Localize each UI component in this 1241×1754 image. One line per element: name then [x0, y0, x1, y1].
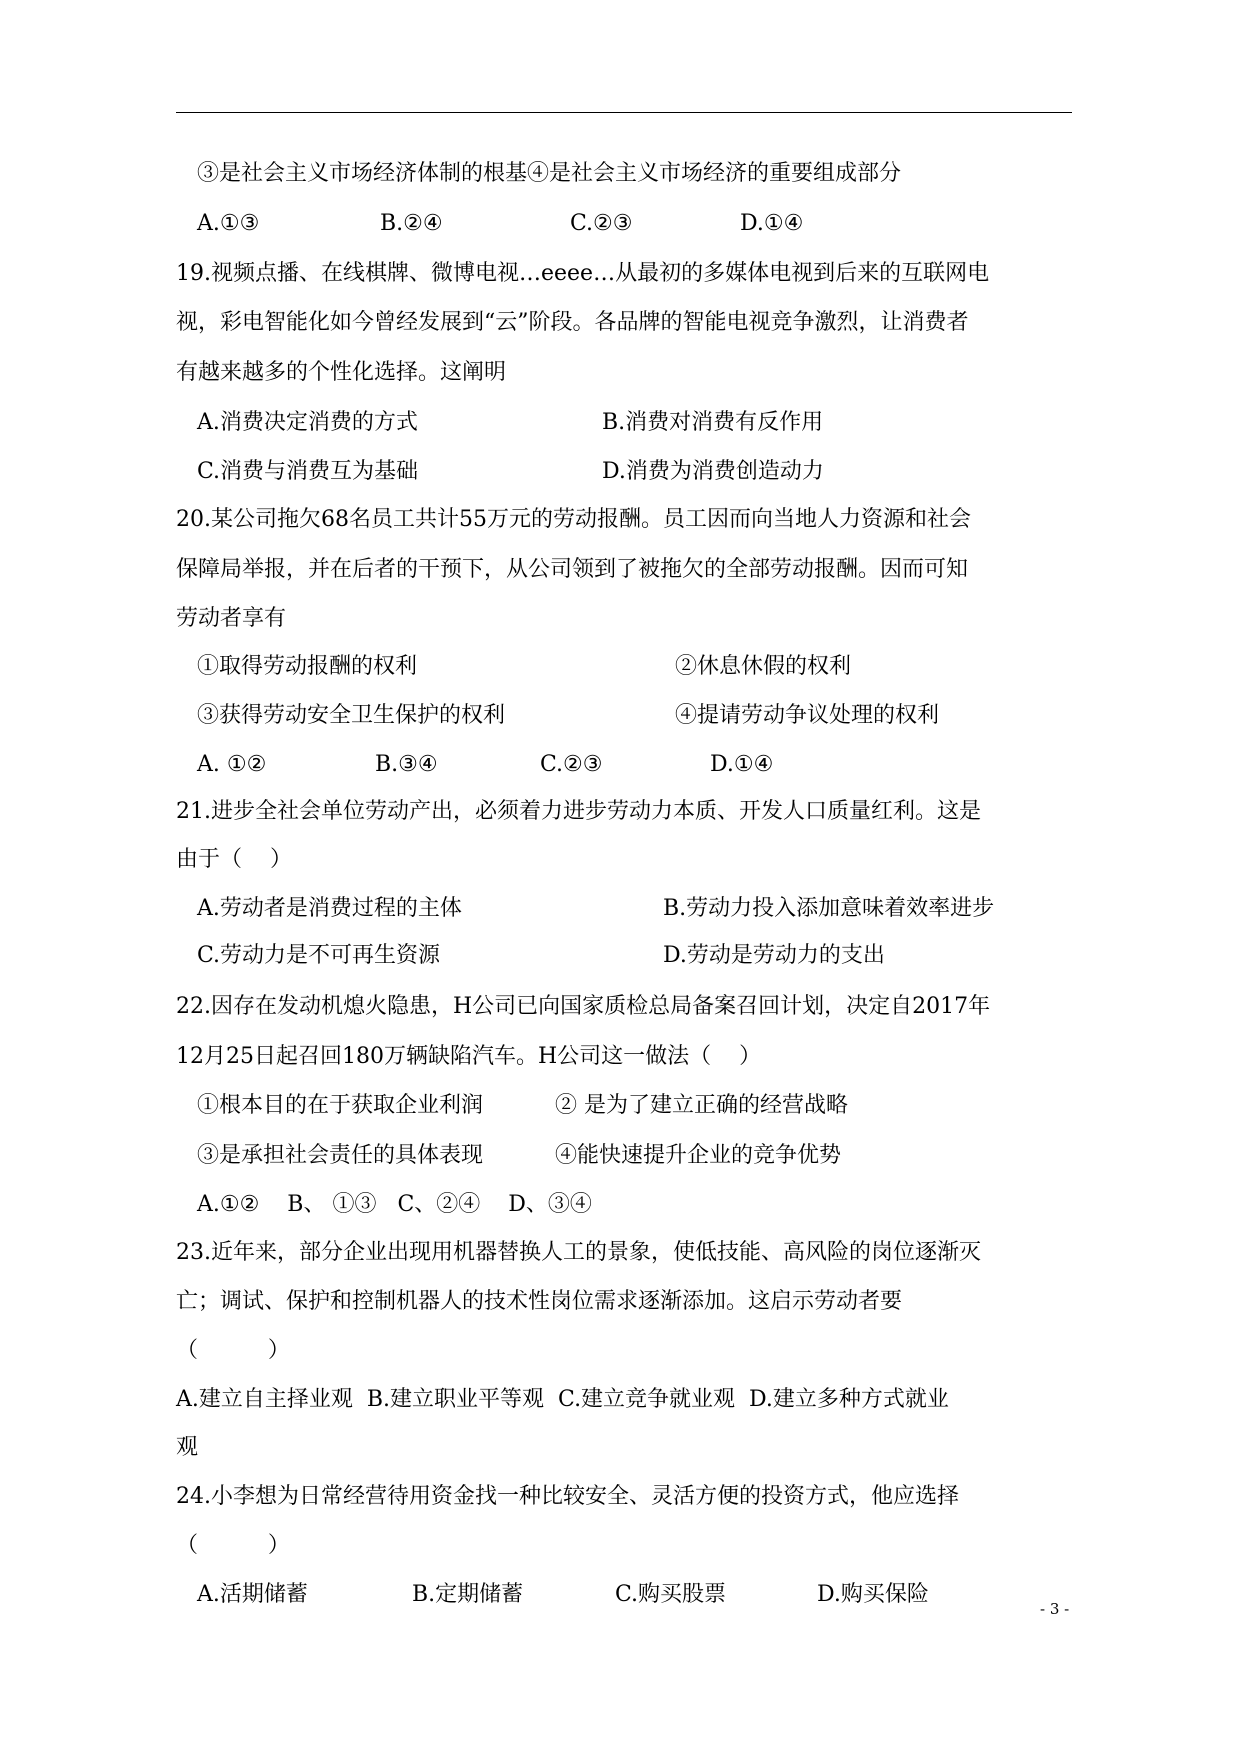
q18-option-c: C.②③	[570, 211, 633, 236]
q18-line-1: ③是社会主义市场经济体制的根基④是社会主义市场经济的重要组成部分	[197, 161, 902, 186]
q20-item-2: ②休息休假的权利	[675, 654, 852, 679]
q24-line-1: 24.小李想为日常经营待用资金找一种比较安全、灵活方便的投资方式，他应选择	[176, 1484, 959, 1509]
q18-option-a: A.①③	[197, 211, 260, 236]
q20-line-3: 劳动者享有	[176, 606, 287, 631]
q20-line-1: 20.某公司拖欠68名员工共计55万元的劳动报酬。员工因而向当地人力资源和社会	[176, 507, 971, 532]
q21-option-a: A.劳动者是消费过程的主体	[197, 896, 462, 921]
q21-line-1: 21.进步全社会单位劳动产出，必须着力进步劳动力本质、开发人口质量红利。这是	[176, 799, 981, 824]
q21-line-2: 由于（ ）	[176, 847, 292, 872]
q19-option-d: D.消费为消费创造动力	[602, 459, 824, 484]
q19-option-b: B.消费对消费有反作用	[602, 410, 824, 435]
q19-line-1: 19.视频点播、在线棋牌、微博电视…eeee…从最初的多媒体电视到后来的互联网电	[176, 261, 990, 286]
header-rule	[176, 112, 1072, 113]
q18-option-b: B.②④	[380, 211, 443, 236]
q19-option-c: C.消费与消费互为基础	[197, 459, 419, 484]
q23-line-5: 观	[176, 1435, 199, 1460]
q24-option-a: A.活期储蓄	[197, 1582, 308, 1607]
q22-line-2: 12月25日起召回180万辆缺陷汽车。H公司这一做法（ ）	[176, 1044, 762, 1069]
q18-option-d: D.①④	[740, 211, 804, 236]
q22-item-2: ② 是为了建立正确的经营战略	[555, 1093, 848, 1118]
q23-line-1: 23.近年来，部分企业出现用机器替换人工的景象，使低技能、高风险的岗位逐渐灭	[176, 1240, 981, 1265]
q20-item-4: ④提请劳动争议处理的权利	[675, 703, 940, 728]
q24-option-d: D.购买保险	[817, 1582, 929, 1607]
q20-option-d: D.①④	[710, 752, 774, 777]
q19-line-3: 有越来越多的个性化选择。这阐明	[176, 360, 507, 385]
q22-options: A.①② B、 ①③ C、②④ D、③④	[197, 1192, 592, 1217]
q21-option-d: D.劳动是劳动力的支出	[663, 943, 885, 968]
q22-line-1: 22.因存在发动机熄火隐患，H公司已向国家质检总局备案召回计划，决定自2017年	[176, 994, 991, 1019]
q20-option-a: A. ①②	[197, 752, 267, 777]
q22-item-1: ①根本目的在于获取企业利润	[197, 1093, 484, 1118]
q23-options: A.建立自主择业观 B.建立职业平等观 C.建立竞争就业观 D.建立多种方式就业	[176, 1387, 949, 1412]
q19-option-a: A.消费决定消费的方式	[197, 410, 418, 435]
q20-option-b: B.③④	[375, 752, 438, 777]
q24-option-b: B.定期储蓄	[412, 1582, 524, 1607]
q20-item-3: ③获得劳动安全卫生保护的权利	[197, 703, 506, 728]
q23-line-3: （ ）	[176, 1338, 290, 1363]
q24-option-c: C.购买股票	[615, 1582, 727, 1607]
q22-item-4: ④能快速提升企业的竞争优势	[555, 1143, 842, 1168]
q20-option-c: C.②③	[540, 752, 603, 777]
q23-line-2: 亡；调试、保护和控制机器人的技术性岗位需求逐渐添加。这启示劳动者要	[176, 1289, 903, 1314]
q21-option-c: C.劳动力是不可再生资源	[197, 943, 441, 968]
q20-item-1: ①取得劳动报酬的权利	[197, 654, 418, 679]
q20-line-2: 保障局举报，并在后者的干预下，从公司领到了被拖欠的全部劳动报酬。因而可知	[176, 557, 969, 582]
page-number: - 3 -	[1040, 1600, 1070, 1618]
q22-item-3: ③是承担社会责任的具体表现	[197, 1143, 484, 1168]
q21-option-b: B.劳动力投入添加意味着效率进步	[663, 896, 995, 921]
q19-line-2: 视，彩电智能化如今曾经发展到“云”阶段。各品牌的智能电视竞争激烈，让消费者	[176, 310, 969, 335]
q24-line-2: （ ）	[176, 1533, 290, 1558]
